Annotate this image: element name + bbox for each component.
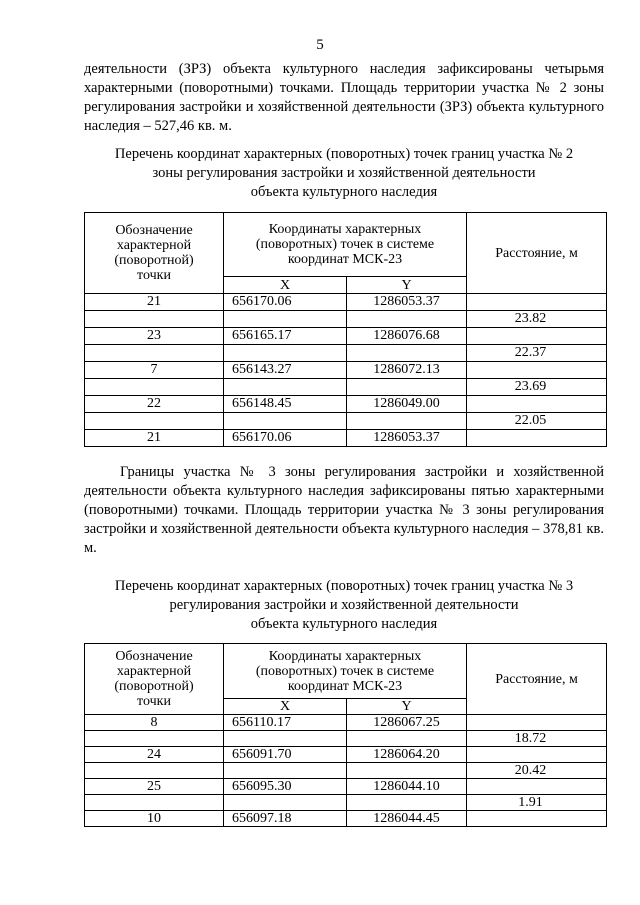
table2-heading <box>84 577 604 634</box>
table-row <box>85 345 607 362</box>
cell-x: 656095.30 <box>224 779 347 795</box>
heading-line: регулирования застройки и хозяйственной деятельности <box>169 597 519 613</box>
heading-line: Перечень координат характерных (поворотных) точек границ участка № 2 <box>114 146 574 162</box>
cell-point: 21 <box>85 294 224 311</box>
table-row <box>85 311 607 328</box>
cell-distance: 1.91 <box>467 795 607 811</box>
cell-x: 656143.27 <box>224 362 347 379</box>
heading-line: объекта культурного наследия <box>250 616 438 632</box>
cell-x: 656091.70 <box>224 747 347 763</box>
cell-distance: 18.72 <box>467 731 607 747</box>
table-row <box>85 795 607 811</box>
cell-x: 656148.45 <box>224 396 347 413</box>
cell-y: 1286044.10 <box>347 779 467 795</box>
header-x: X <box>224 277 347 294</box>
cell-y: 1286064.20 <box>347 747 467 763</box>
header-point: Обозначение характерной (поворотной) точки <box>85 644 224 715</box>
cell-x: 656165.17 <box>224 328 347 345</box>
header-y: Y <box>347 277 467 294</box>
cell-distance <box>467 294 607 311</box>
page-number: 5 <box>316 37 324 53</box>
cell-x: 656110.17 <box>224 715 347 731</box>
table-row <box>85 779 607 795</box>
cell-point: 22 <box>85 396 224 413</box>
table1-heading <box>84 145 604 202</box>
cell-point: 24 <box>85 747 224 763</box>
heading-line: Перечень координат характерных (поворотных) точек границ участка № 3 <box>114 578 574 594</box>
header-y: Y <box>347 699 467 715</box>
header-distance: Расстояние, м <box>467 644 607 715</box>
heading-line: зоны регулирования застройки и хозяйственной деятельности <box>152 165 536 181</box>
header-coordinates: Координаты характерных (поворотных) точек в системе координат МСК-23 <box>224 213 467 277</box>
table-row <box>85 294 607 311</box>
table-row <box>85 379 607 396</box>
cell-point: 23 <box>85 328 224 345</box>
cell-distance: 23.69 <box>467 379 607 396</box>
paragraph-zrz-area-3: Границы участка № 3 зоны регулирования застройки и хозяйственной деятельности объекта культурного наследия зафиксированы пятью характерными (поворотными) точками. Площадь территории участка № 3 зоны регулирования застройки и хозяйственной деятельности объекта культурного наследия – 378,81 кв. м. <box>84 464 604 556</box>
header-coordinates: Координаты характерных (поворотных) точек в системе координат МСК-23 <box>224 644 467 699</box>
heading-line: объекта культурного наследия <box>250 184 438 200</box>
table-row <box>85 763 607 779</box>
header-distance: Расстояние, м <box>467 213 607 294</box>
cell-x: 656170.06 <box>224 430 347 447</box>
cell-y: 1286067.25 <box>347 715 467 731</box>
cell-y: 1286053.37 <box>347 294 467 311</box>
cell-y: 1286049.00 <box>347 396 467 413</box>
coordinates-table-plot-2 <box>84 212 607 447</box>
cell-x: 656170.06 <box>224 294 347 311</box>
cell-y: 1286076.68 <box>347 328 467 345</box>
table-row <box>85 747 607 763</box>
table-row <box>85 731 607 747</box>
table-row <box>85 328 607 345</box>
header-point: Обозначение характерной (поворотной) точки <box>85 213 224 294</box>
cell-y: 1286072.13 <box>347 362 467 379</box>
cell-point: 8 <box>85 715 224 731</box>
table-row <box>85 413 607 430</box>
cell-y: 1286044.45 <box>347 811 467 827</box>
header-x: X <box>224 699 347 715</box>
cell-point: 21 <box>85 430 224 447</box>
table-row <box>85 396 607 413</box>
cell-x: 656097.18 <box>224 811 347 827</box>
cell-distance: 22.05 <box>467 413 607 430</box>
paragraph-zrz-area-2: деятельности (ЗРЗ) объекта культурного наследия зафиксированы четырьмя характерными (поворотными) точками. Площадь территории участка № 2 зоны регулирования застройки и хозяйственной деятельности (ЗРЗ) объекта культурного наследия – 527,46 кв. м. <box>84 61 604 134</box>
table-row <box>85 430 607 447</box>
coordinates-table-plot-3 <box>84 643 607 827</box>
table-row <box>85 362 607 379</box>
table-row <box>85 715 607 731</box>
table-row <box>85 811 607 827</box>
cell-point: 10 <box>85 811 224 827</box>
cell-point: 25 <box>85 779 224 795</box>
cell-y: 1286053.37 <box>347 430 467 447</box>
cell-distance: 20.42 <box>467 763 607 779</box>
cell-distance: 22.37 <box>467 345 607 362</box>
cell-distance: 23.82 <box>467 311 607 328</box>
cell-point: 7 <box>85 362 224 379</box>
